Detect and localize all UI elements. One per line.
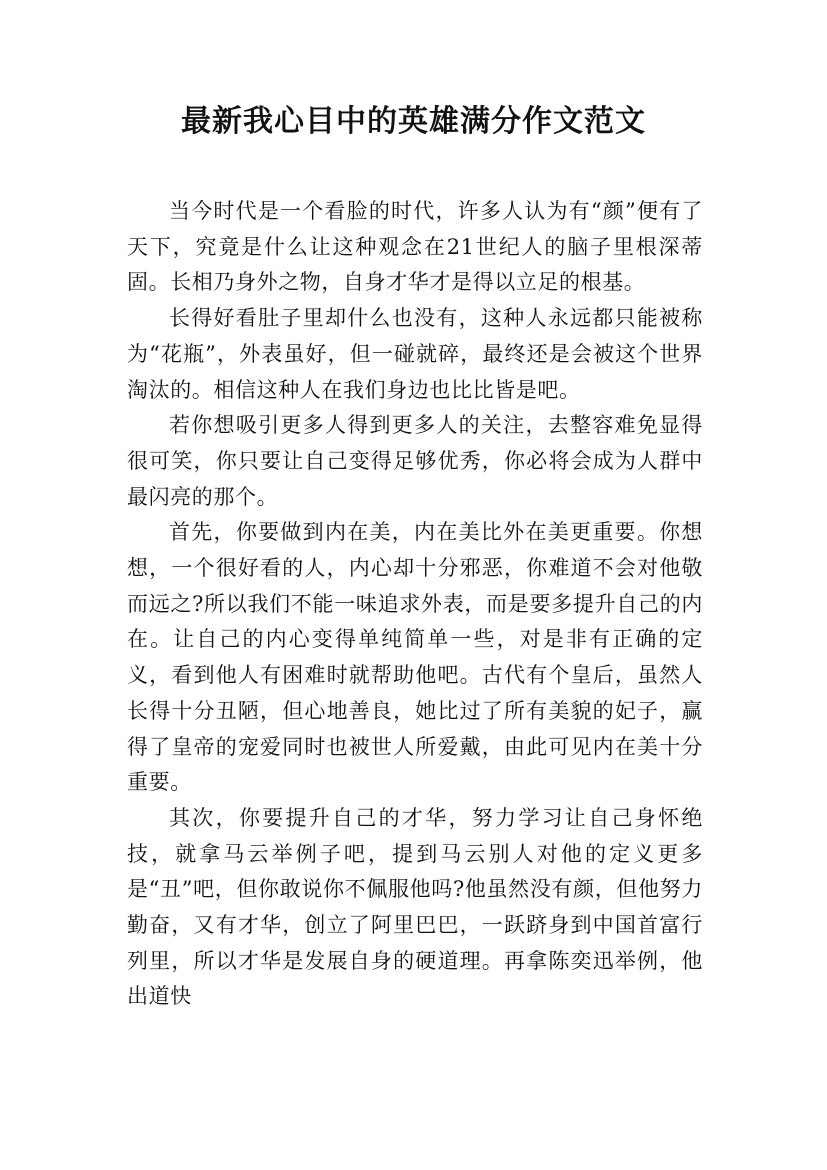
paragraph: 若你想吸引更多人得到更多人的关注，去整容难免显得很可笑，你只要让自己变得足够优秀，你必将会成为人群中最闪亮的那个。 xyxy=(127,413,703,509)
paragraph: 首先，你要做到内在美，内在美比外在美更重要。你想想，一个很好看的人，内心却十分邪恶，你难道不会对他敬而远之?所以我们不能一味追求外表，而是要多提升自己的内在。让自己的内心变得单纯简单一些，对是非有正确的定义，看到他人有困难时就帮助他吧。古代有个皇后，虽然人长得十分丑陋，但心地善良，她比过了所有美貌的妃子，赢得了皇帝的宠爱同时也被世人所爱戴，由此可见内在美十分重要。 xyxy=(127,520,703,795)
paragraph: 其次，你要提升自己的才华，努力学习让自己身怀绝技，就拿马云举例子吧，提到马云别人对他的定义更多是“丑”吧，但你敢说你不佩服他吗?他虽然没有颜，但他努力勤奋，又有才华，创立了阿里巴巴，一跃跻身到中国首富行列里，所以才华是发展自身的硬道理。再拿陈奕迅举例，他出道快 xyxy=(127,805,703,1009)
document-body xyxy=(127,194,703,1015)
paragraph: 当今时代是一个看脸的时代，许多人认为有“颜”便有了天下，究竟是什么让这种观念在21世纪人的脑子里根深蒂固。长相乃身外之物，自身才华才是得以立足的根基。 xyxy=(127,199,703,295)
document-title: 最新我心目中的英雄满分作文范文 xyxy=(181,104,646,139)
paragraph: 长得好看肚子里却什么也没有，这种人永远都只能被称为“花瓶”，外表虽好，但一碰就碎，最终还是会被这个世界淘汰的。相信这种人在我们身边也比比皆是吧。 xyxy=(127,306,703,402)
